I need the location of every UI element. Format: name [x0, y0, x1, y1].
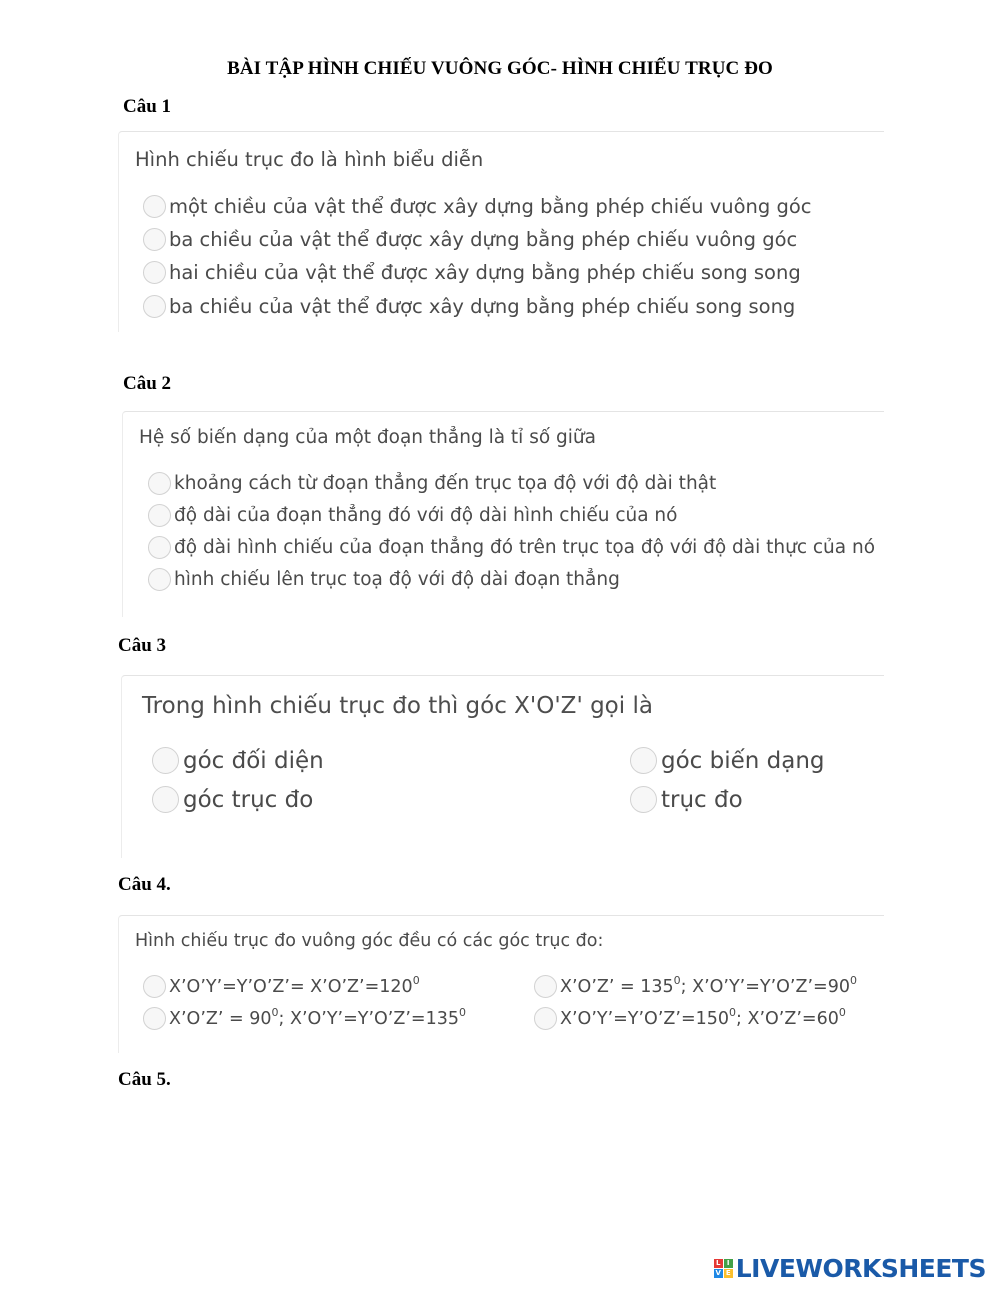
- radio-button[interactable]: [534, 1007, 557, 1030]
- question-3-option-a[interactable]: [152, 747, 324, 774]
- question-4-option-c[interactable]: [143, 1007, 466, 1030]
- question-2-option-b[interactable]: [148, 504, 677, 527]
- logo-text: LIVEWORKSHEETS: [735, 1254, 986, 1283]
- question-4-box: [118, 915, 884, 1053]
- question-3-label: Câu 3: [118, 635, 167, 656]
- page-title: BÀI TẬP HÌNH CHIẾU VUÔNG GÓC- HÌNH CHIẾU TRỤC ĐO: [227, 58, 773, 79]
- option-label: độ dài của đoạn thẳng đó với độ dài hình chiếu của nó: [174, 505, 678, 526]
- question-2-option-c[interactable]: [148, 536, 875, 559]
- radio-button[interactable]: [152, 747, 179, 774]
- question-2-prompt: Hệ số biến dạng của một đoạn thẳng là tỉ số giữa: [139, 427, 596, 448]
- radio-button[interactable]: [143, 195, 166, 218]
- radio-button[interactable]: [152, 786, 179, 813]
- option-label: X’O’Y’=Y’O’Z’= $X’O’Z’=120^0$: [169, 973, 420, 997]
- question-1-option-c[interactable]: [143, 261, 801, 284]
- question-2-label: Câu 2: [123, 373, 172, 394]
- option-label: ba chiều của vật thể được xây dựng bằng phép chiếu vuông góc: [169, 228, 798, 251]
- question-1-option-a[interactable]: [143, 195, 812, 218]
- question-3-option-d[interactable]: [630, 786, 743, 813]
- radio-button[interactable]: [143, 261, 166, 284]
- option-label: X’O’Z’ = $90^0$; $X’O’Y’=Y’O’Z’=135^0$: [169, 1005, 466, 1029]
- option-label: $X’O’Y’=Y’O’Z’=150^0$; $X’O’Z’=60^0$: [560, 1005, 846, 1029]
- question-3-prompt: Trong hình chiếu trục đo thì góc X'O'Z' gọi là: [142, 693, 653, 719]
- option-label: hình chiếu lên trục toạ độ với độ dài đoạn thẳng: [174, 569, 620, 590]
- question-1-box: [118, 131, 884, 332]
- radio-button[interactable]: [630, 747, 657, 774]
- option-label: độ dài hình chiếu của đoạn thẳng đó trên trục tọa độ với độ dài thực của nó: [174, 537, 876, 558]
- question-1-option-d[interactable]: [143, 295, 795, 318]
- option-label: góc trục đo: [183, 786, 314, 813]
- question-1-option-b[interactable]: [143, 228, 797, 251]
- radio-button[interactable]: [148, 568, 171, 591]
- radio-button[interactable]: [143, 228, 166, 251]
- option-label: khoảng cách từ đoạn thẳng đến trục tọa độ với độ dài thật: [174, 473, 717, 494]
- question-1-label: Câu 1: [123, 96, 172, 117]
- question-4-option-a[interactable]: [143, 975, 420, 998]
- question-4-option-d[interactable]: [534, 1007, 846, 1030]
- question-4-label: Câu 4.: [118, 874, 171, 895]
- question-4-prompt: Hình chiếu trục đo vuông góc đều có các góc trục đo:: [135, 931, 604, 951]
- radio-button[interactable]: [143, 295, 166, 318]
- question-4-option-b[interactable]: [534, 975, 857, 998]
- question-1-prompt: Hình chiếu trục đo là hình biểu diễn: [135, 148, 484, 171]
- radio-button[interactable]: [143, 975, 166, 998]
- option-label: góc đối diện: [183, 747, 324, 774]
- radio-button[interactable]: [148, 504, 171, 527]
- radio-button[interactable]: [630, 786, 657, 813]
- option-label: một chiều của vật thể được xây dựng bằng phép chiếu vuông góc: [169, 195, 812, 218]
- question-2-option-d[interactable]: [148, 568, 620, 591]
- option-label: ba chiều của vật thể được xây dựng bằng phép chiếu song song: [169, 295, 796, 318]
- radio-button[interactable]: [148, 472, 171, 495]
- radio-button[interactable]: [148, 536, 171, 559]
- question-3-option-c[interactable]: [152, 786, 313, 813]
- liveworksheets-logo: [714, 1254, 986, 1283]
- option-label: X’O’Z’ = $135^0$; $X’O’Y’=Y’O’Z’=90^0$: [560, 973, 857, 997]
- option-label: trục đo: [661, 786, 743, 813]
- radio-button[interactable]: [143, 1007, 166, 1030]
- question-3-box: [121, 675, 884, 858]
- option-label: hai chiều của vật thể được xây dựng bằng phép chiếu song song: [169, 261, 801, 284]
- option-label: góc biến dạng: [661, 747, 825, 774]
- question-2-option-a[interactable]: [148, 472, 716, 495]
- logo-icon: L I V E: [714, 1259, 733, 1278]
- question-2-box: [122, 411, 884, 617]
- radio-button[interactable]: [534, 975, 557, 998]
- question-5-label: Câu 5.: [118, 1069, 171, 1090]
- question-3-option-b[interactable]: [630, 747, 825, 774]
